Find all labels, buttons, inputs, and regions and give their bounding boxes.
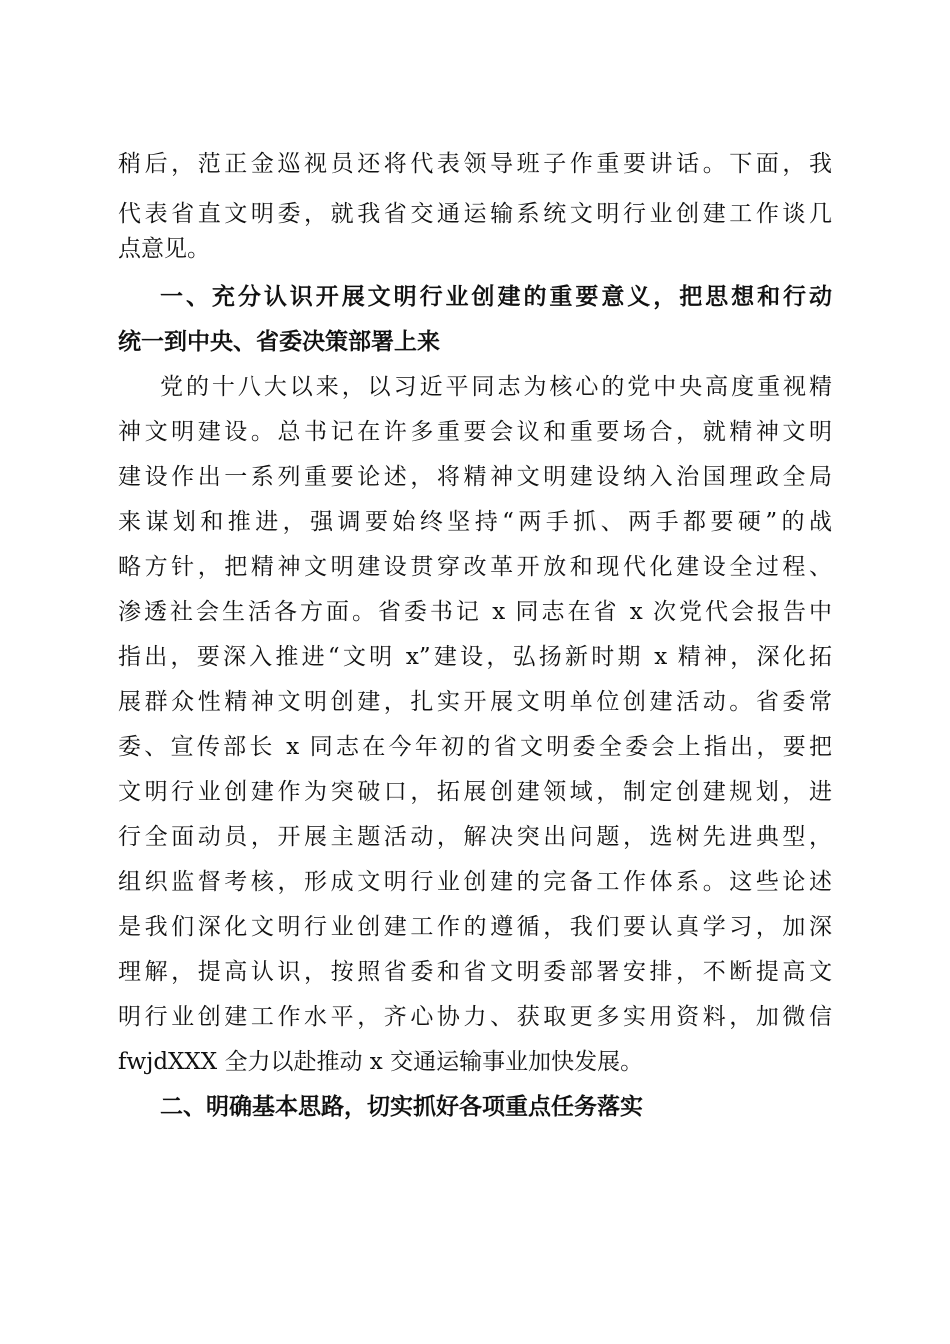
paragraph-2-line: 是我们深化文明行业创建工作的遵循，我们要认真学习，加深 (118, 914, 832, 940)
section-heading-1-line: 统一到中央、省委决策部署上来 (118, 329, 440, 355)
paragraph-2-line: 理解，提高认识，按照省委和省文明委部署安排，不断提高文 (118, 959, 832, 985)
paragraph-2-line: 来谋划和推进，强调要始终坚持“两手抓、两手都要硬”的战 (118, 509, 832, 535)
paragraph-2-line: 渗透社会生活各方面。省委书记 x 同志在省 x 次党代会报告中 (118, 599, 832, 625)
paragraph-1-line: 代表省直文明委，就我省交通运输系统文明行业创建工作谈几 (118, 201, 832, 227)
paragraph-1-line: 点意见。 (118, 236, 210, 262)
paragraph-2-line: 组织监督考核，形成文明行业创建的完备工作体系。这些论述 (118, 869, 832, 895)
paragraph-2-line: 行全面动员，开展主题活动，解决突出问题，选树先进典型， (118, 824, 832, 850)
paragraph-2-line: 明行业创建工作水平，齐心协力、获取更多实用资料，加微信 (118, 1004, 832, 1030)
paragraph-2-line: 神文明建设。总书记在许多重要会议和重要场合，就精神文明 (118, 419, 832, 445)
paragraph-2-line: 委、宣传部长 x 同志在今年初的省文明委全委会上指出，要把 (118, 734, 832, 760)
paragraph-2-line: 略方针，把精神文明建设贯穿改革开放和现代化建设全过程、 (118, 554, 832, 580)
paragraph-2-line: 展群众性精神文明创建，扎实开展文明单位创建活动。省委常 (118, 689, 832, 715)
paragraph-1-line: 稍后，范正金巡视员还将代表领导班子作重要讲话。下面，我 (118, 151, 832, 177)
paragraph-2-line: fwjdXXX 全力以赴推动 x 交通运输事业加快发展。 (118, 1049, 644, 1075)
paragraph-2-line: 建设作出一系列重要论述，将精神文明建设纳入治国理政全局 (118, 464, 832, 490)
paragraph-2-line: 党的十八大以来，以习近平同志为核心的党中央高度重视精 (160, 374, 832, 400)
section-heading-1-line: 一、充分认识开展文明行业创建的重要意义，把思想和行动 (160, 284, 832, 310)
paragraph-2-line: 文明行业创建作为突破口，拓展创建领域，制定创建规划，进 (118, 779, 832, 805)
paragraph-2-line: 指出，要深入推进“文明 x”建设，弘扬新时期 x 精神，深化拓 (118, 644, 832, 670)
section-heading-2-line: 二、明确基本思路，切实抓好各项重点任务落实 (160, 1094, 643, 1120)
